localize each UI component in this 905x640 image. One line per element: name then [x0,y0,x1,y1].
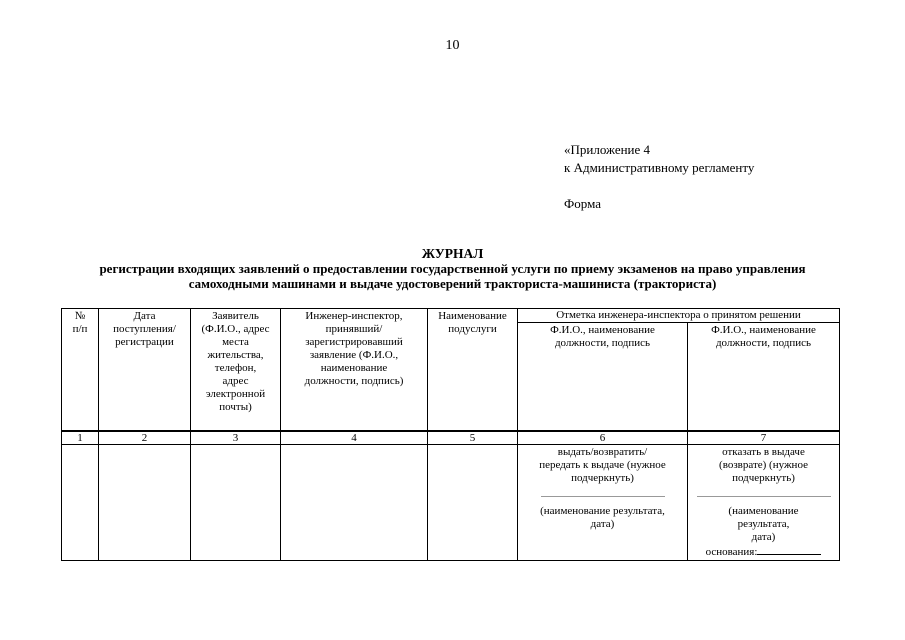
column-number: 3 [191,431,281,445]
issue-action-text: выдать/возвратить/ передать к выдаче (нужное подчеркнуть) [539,445,666,484]
form-label: Форма [564,196,601,211]
signature-line[interactable] [697,496,831,497]
signature-line[interactable] [541,496,665,497]
journal-title [30,246,875,291]
issue-result-text: (наименование результата, дата) [540,504,665,530]
header-applicant: Заявитель (Ф.И.О., адрес места жительства, телефон, адрес электронной почты) [191,309,281,431]
body-cell-num[interactable] [62,444,99,560]
header-decision-a: Ф.И.О., наименование должности, подпись [518,323,688,431]
header-inspector: Инженер-инспектор, принявший/ зарегистрировавший заявление (Ф.И.О., наименование должности, подпись) [281,309,428,431]
header-num: № п/п [62,309,99,431]
header-row-1 [62,309,840,323]
header-service: Наименование подуслуги [428,309,518,431]
body-cell-decision-refuse [688,444,840,560]
column-number: 5 [428,431,518,445]
refuse-basis [690,544,837,559]
title-line-2: самоходными машинами и выдаче удостоверений тракториста-машиниста (тракториста) [188,276,717,291]
refuse-action-text: отказать в выдаче (возврате) (нужное подчеркнуть) [719,445,808,484]
column-number: 2 [99,431,191,445]
column-number: 1 [62,431,99,445]
title-main: ЖУРНАЛ [421,246,484,261]
header-date: Дата поступления/ регистрации [99,309,191,431]
body-cell-applicant[interactable] [191,444,281,560]
basis-blank-line[interactable] [757,544,821,555]
body-cell-inspector[interactable] [281,444,428,560]
header-decision-b: Ф.И.О., наименование должности, подпись [688,323,840,431]
appendix-line-2: к Административному регламенту [564,160,755,175]
column-number: 4 [281,431,428,445]
table-row [62,444,840,560]
title-line-1: регистрации входящих заявлений о предоставлении государственной услуги по приему экзаменов на право управления [99,261,806,276]
column-number: 7 [688,431,840,445]
appendix-block [564,141,754,213]
body-cell-decision-issue [518,444,688,560]
journal-table [61,308,840,561]
body-cell-service[interactable] [428,444,518,560]
header-decision-group: Отметка инженера-инспектора о принятом решении [518,309,840,323]
appendix-line-1: «Приложение 4 [564,142,651,157]
column-numbers-row [62,431,840,445]
body-cell-date[interactable] [99,444,191,560]
column-number: 6 [518,431,688,445]
page-number: 10 [445,38,460,53]
basis-label: основания: [705,545,758,558]
refuse-result-text: (наименование результата, дата) [728,504,799,543]
